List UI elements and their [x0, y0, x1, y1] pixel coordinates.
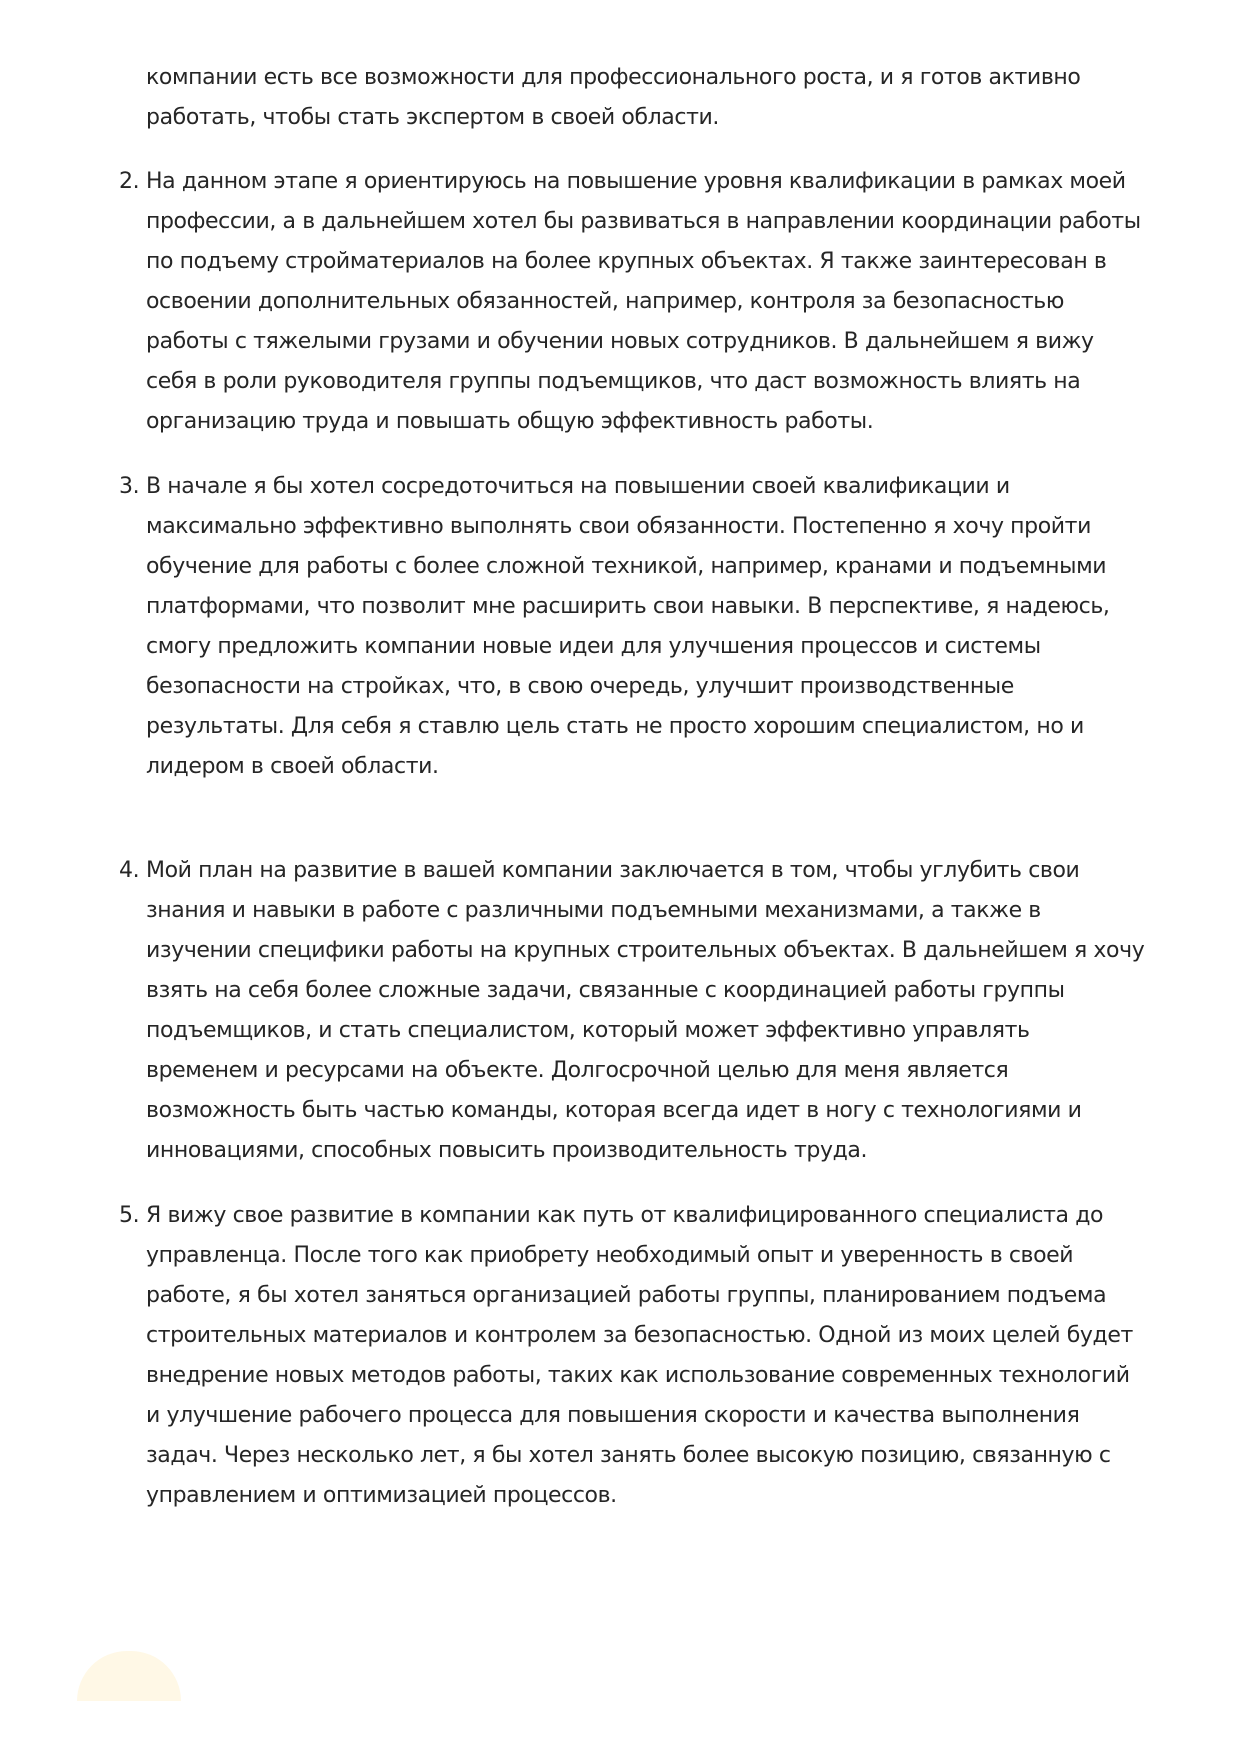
- continued-paragraph: компании есть все возможности для профессионального роста, и я готов активно работать, чтобы стать экспертом в своей области.: [146, 65, 1081, 130]
- list-item-text: Мой план на развитие в вашей компании заключается в том, чтобы углубить свои знания и навыки в работе с различными подъемными механизмами, а также в изучении специфики работы на крупных строительных объектах. В дальнейшем я хочу взять на себя более сложные задачи, связанные с координацией работы группы подъемщиков, и стать специалистом, который может эффективно управлять временем и ресурсами на объекте. Долгосрочной целью для меня является возможность быть частью команды, которая всегда идет в ногу с технологиями и инновациями, способных повысить производительность труда.: [146, 858, 1145, 1163]
- document-content: [119, 58, 1146, 1508]
- list-item-text: На данном этапе я ориентируюсь на повышение уровня квалификации в рамках моей профессии, а в дальнейшем хотел бы развиваться в направлении координации работы по подъему стройматериалов на более крупных объектах. Я также заинтересован в освоении дополнительных обязанностей, например, контроля за безопасностью работы с тяжелыми грузами и обучении новых сотрудников. В дальнейшем я вижу себя в роли руководителя группы подъемщиков, что даст возможность влиять на организацию труда и повышать общую эффективность работы.: [146, 169, 1141, 434]
- list-item: [119, 851, 1146, 1171]
- list-item-number: 3.: [119, 474, 140, 499]
- list-item-number: 4.: [119, 858, 140, 883]
- decorative-corner-shape: [77, 1651, 181, 1701]
- list-item-number: 2.: [119, 169, 140, 194]
- list-item: [119, 1196, 1146, 1516]
- list-item-number: 5.: [119, 1203, 140, 1228]
- list-item-text: Я вижу свое развитие в компании как путь от квалифицированного специалиста до управленца. После того как приобрету необходимый опыт и уверенность в своей работе, я бы хотел заняться организацией работы группы, планированием подъема строительных материалов и контролем за безопасностью. Одной из моих целей будет внедрение новых методов работы, таких как использование современных технологий и улучшение рабочего процесса для повышения скорости и качества выполнения задач. Через несколько лет, я бы хотел занять более высокую позицию, связанную с управлением и оптимизацией процессов.: [146, 1203, 1133, 1508]
- list-item: [119, 467, 1146, 787]
- list-item: [119, 162, 1146, 442]
- list-item-text: В начале я бы хотел сосредоточиться на повышении своей квалификации и максимально эффективно выполнять свои обязанности. Постепенно я хочу пройти обучение для работы с более сложной техникой, например, кранами и подъемными платформами, что позволит мне расширить свои навыки. В перспективе, я надеюсь, смогу предложить компании новые идеи для улучшения процессов и системы безопасности на стройках, что, в свою очередь, улучшит производственные результаты. Для себя я ставлю цель стать не просто хорошим специалистом, но и лидером в своей области.: [146, 474, 1110, 779]
